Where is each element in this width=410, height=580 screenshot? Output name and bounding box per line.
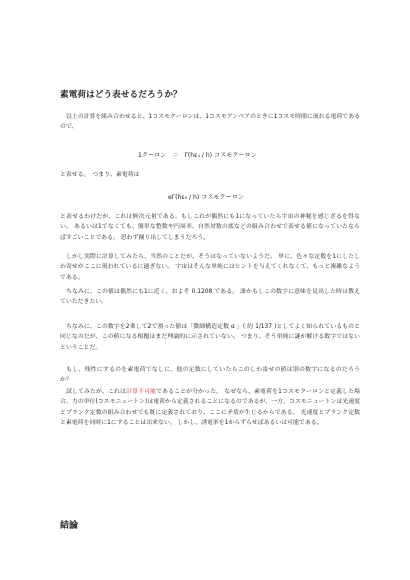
- paragraph-question: もし、残性にするのを素電荷でなしに、他の定数にしていたらこのしわ寄せの値は別の数字になるのだろうか？: [60, 367, 360, 384]
- equation-coulomb: 1クーロン ＝ Γ(hε₀ / h) コスモクーロン: [138, 152, 257, 159]
- paragraph-result: [60, 387, 360, 429]
- paragraph-fine-structure: ちなみに、この数字を2乗して2で割った値は「微細構造定数 α 」( 約 1/137 )としてよく知られているものと同じなのだが、この値になる根拠はまだ理論的に示されていない。 つまり、そう単純に謎が解ける数字ではないということだ。: [60, 324, 360, 351]
- section-title: 素電荷はどう表せるだろうか？: [60, 90, 182, 100]
- paragraph-calculation: しかし実際に計算してみたら、当然のことだが、そうはなっていないようだ。 単に、色々な定数を1にしたしわ寄せがここに現われているに過ぎない。 宇宙はそんな単純にはヒントを与えてくれなくて、もっと複雑なようである。: [60, 254, 360, 281]
- paragraph-elementary-charge: と表せる。 つまり、素電荷は: [60, 172, 140, 178]
- paragraph-dimensionless: と表せるわけだが、これは無次元量である。もしこれが偶然にも1になっていたら宇宙の神秘を感じざるを得ない。 あるいは1でなくても、簡単な整数や円周率、自然対数の底などの組み合わせで表せる値になっていたならばすごいことである。 思わず踊り出してしまうだろう。: [60, 214, 360, 241]
- result-text-post: であることが分かった。 なぜなら、素電荷を1コスモクーロンと定義した場合、力の単位(コスモニュートン)は電荷から定義されることになるのであるが、一方、コスモニュートンは光速度とプランク定数の組み合わせでも既に定義されており、ここに矛盾が生じるからである。 光速度とプランク定数と素電荷を同時に1にすることは出来ない。 しかし、誘電率を1からずらせばあるいは可能である。: [60, 389, 361, 427]
- conclusion-heading: 結論: [60, 521, 79, 531]
- result-text-pre: 試してみたが、これは: [60, 389, 127, 395]
- paragraph-value: ちなみに、この値は偶然にも1に近く、およそ 0.1208 である。 誰かもしこの数字に意味を見出した時は教えていただきたい。: [60, 289, 360, 306]
- equation-elementary-charge: eΓ(hε₀ / h) コスモクーロン: [168, 194, 244, 201]
- paragraph-intro: 以上の計算を組み合わせると、1コスモクーロンは、1コスモアンペアのときに1コスモ時間に流れる電荷であるので、: [60, 114, 360, 131]
- highlight-not-computable: 計算不可能: [126, 389, 157, 395]
